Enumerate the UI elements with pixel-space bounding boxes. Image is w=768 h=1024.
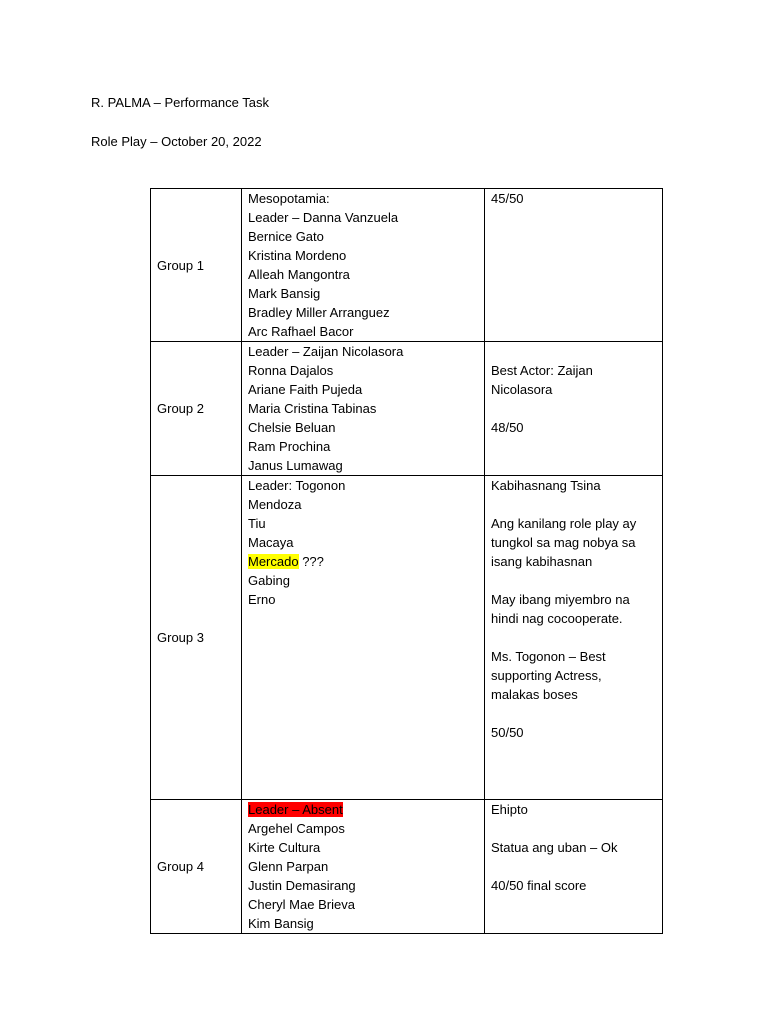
members-cell: [242, 189, 485, 342]
member-name: Ariane Faith Pujeda: [248, 382, 363, 397]
notes-cell: [485, 342, 663, 476]
score: 40/50 final score: [491, 878, 587, 893]
group-label: Group 2: [151, 342, 242, 476]
member-name: Gabing: [248, 573, 290, 588]
member-name: Cheryl Mae Brieva: [248, 897, 355, 912]
notes-cell: [485, 800, 663, 934]
member-name: Janus Lumawag: [248, 458, 343, 473]
member-name: Tiu: [248, 516, 266, 531]
members-cell: [242, 476, 485, 800]
award-note: malakas boses: [491, 687, 578, 702]
best-actor-note: Nicolasora: [491, 382, 553, 397]
member-name: Macaya: [248, 535, 294, 550]
description-note: Ang kanilang role play ay: [491, 516, 637, 531]
member-name: Alleah Mangontra: [248, 267, 350, 282]
member-name: Ram Prochina: [248, 439, 331, 454]
members-cell: [242, 800, 485, 934]
topic: Kabihasnang Tsina: [491, 478, 601, 493]
member-name: Ronna Dajalos: [248, 363, 334, 378]
group-label: Group 3: [151, 476, 242, 800]
member-name: Erno: [248, 592, 276, 607]
member-name: Mark Bansig: [248, 286, 321, 301]
member-name-flagged: [248, 800, 478, 819]
award-note: Ms. Togonon – Best: [491, 649, 606, 664]
status-note: Statua ang uban – Ok: [491, 840, 618, 855]
member-name: Kirte Cultura: [248, 840, 321, 855]
topic: Ehipto: [491, 802, 528, 817]
member-name: Leader: Togonon: [248, 478, 346, 493]
notes-cell: [485, 189, 663, 342]
description-note: isang kabihasnan: [491, 554, 593, 569]
groups-table: [150, 188, 663, 934]
notes-cell: [485, 476, 663, 800]
member-name: Glenn Parpan: [248, 859, 329, 874]
award-note: supporting Actress,: [491, 668, 602, 683]
member-name-flagged: [248, 552, 478, 571]
group-label: Group 4: [151, 800, 242, 934]
member-name: Argehel Campos: [248, 821, 345, 836]
table-row: [151, 342, 663, 476]
members-cell: [242, 342, 485, 476]
score: 50/50: [491, 725, 524, 740]
group-label: Group 1: [151, 189, 242, 342]
document-title: R. PALMA – Performance Task: [91, 95, 269, 110]
description-note: tungkol sa mag nobya sa: [491, 535, 636, 550]
member-name: Leader – Danna Vanzuela: [248, 210, 399, 225]
cooperation-note: May ibang miyembro na: [491, 592, 630, 607]
member-name: Bernice Gato: [248, 229, 324, 244]
cooperation-note: hindi nag cocooperate.: [491, 611, 623, 626]
question-marks: ???: [298, 554, 324, 569]
absent-leader-highlight: Leader – Absent: [248, 802, 343, 817]
member-name: Chelsie Beluan: [248, 420, 336, 435]
score: 48/50: [491, 420, 524, 435]
member-name: Kim Bansig: [248, 916, 314, 931]
document-subtitle: Role Play – October 20, 2022: [91, 134, 262, 149]
member-name: Arc Rafhael Bacor: [248, 324, 354, 339]
table-row: [151, 189, 663, 342]
member-name: Bradley Miller Arranguez: [248, 305, 390, 320]
score: 45/50: [491, 191, 524, 206]
highlighted-name: Mercado: [248, 554, 299, 569]
table-row: [151, 800, 663, 934]
member-name: Kristina Mordeno: [248, 248, 347, 263]
member-name: Leader – Zaijan Nicolasora: [248, 344, 404, 359]
member-name: Maria Cristina Tabinas: [248, 401, 377, 416]
member-name: Mendoza: [248, 497, 302, 512]
member-name: Justin Demasirang: [248, 878, 356, 893]
member-name: Mesopotamia:: [248, 191, 330, 206]
table-row: [151, 476, 663, 800]
best-actor-note: Best Actor: Zaijan: [491, 363, 593, 378]
